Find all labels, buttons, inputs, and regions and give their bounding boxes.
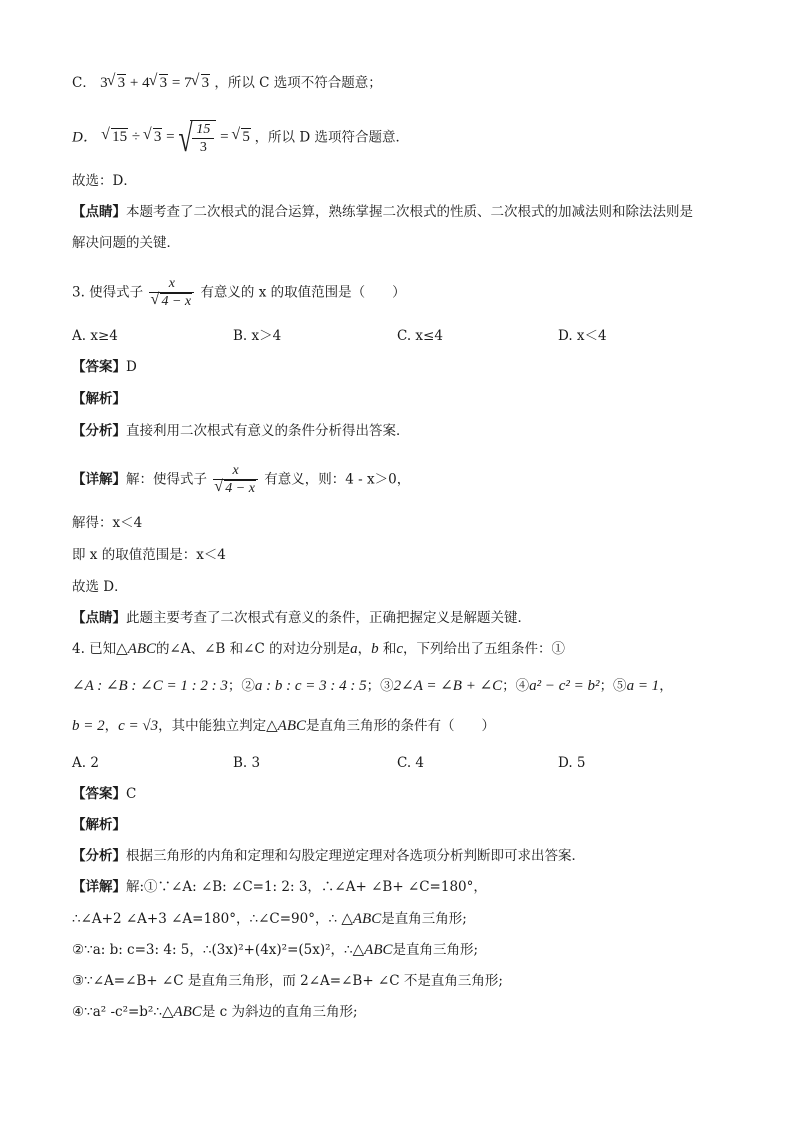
q3-fraction: x √ 4 − x [149, 276, 194, 310]
q4-detail-4: ③∵∠A=∠B+ ∠C 是直角三角形，而 2∠A=∠B+ ∠C 不是直角三角形; [72, 973, 503, 989]
review-1-cont: 解决问题的关键． [72, 235, 180, 251]
q3-fenxi: 【分析】直接利用二次根式有意义的条件分析得出答案． [72, 423, 410, 439]
q3-stem-post: 有意义的 x 的取值范围是（ ） [200, 284, 406, 301]
q4-detail-3: ②∵a: b: c=3: 4: 5，∴(3x)²+(4x)²=(5x)²，∴△ABC是直角三角形; [72, 942, 479, 958]
q3-option-b: B. x＞4 [233, 328, 282, 344]
option-c-text: ，所以 C 选项不符合题意； [214, 75, 382, 91]
q4-option-c: C. 4 [397, 755, 425, 771]
q3-solve-2: 即 x 的取值范围是：x＜4 [72, 547, 226, 563]
q3-answer: 【答案】D [72, 359, 137, 375]
q3-detail: 【详解】解：使得式子 x √ 4 − x 有意义，则：4 - x＞0， [72, 463, 410, 497]
q4-analysis-tag: 【解析】 [72, 817, 126, 833]
q4-stem-line-2: ∠A : ∠B : ∠C = 1 : 2 : 3；②a : b : c = 3 : 4 : 5；③2∠A = ∠B + ∠C；④a² − c² = b²；⑤a = 1， [72, 678, 673, 694]
q4-stem-line-1: 4. 已知△ABC的∠A、∠B 和∠C 的对边分别是a，b 和c，下列给出了五组条件：① [72, 641, 566, 657]
q3-detail-fraction: x √ 4 − x [213, 463, 258, 497]
review-1 [72, 202, 693, 222]
option-c-expression: 3√ 3 + 4√ 3 = 7√ 3 [100, 75, 210, 91]
option-d-line [72, 120, 409, 156]
q3-option-a: A. x≥4 [72, 328, 118, 344]
option-d-text: ，所以 D 选项符合题意． [254, 129, 409, 146]
q3-review: 【点睛】此题主要考查了二次根式有意义的条件，正确把握定义是解题关键． [72, 610, 531, 626]
q3-stem [72, 276, 406, 310]
q3-analysis-tag: 【解析】 [72, 391, 126, 407]
q4-option-a: A. 2 [72, 755, 99, 771]
q3-option-c: C. x≤4 [397, 328, 443, 344]
q3-stem-pre: 3. 使得式子 [72, 284, 144, 301]
q3-solve-1: 解得：x＜4 [72, 515, 143, 531]
triangle-abc: △ABC [116, 641, 157, 657]
q4-stem-line-3: b = 2，c = √3，其中能独立判定△ABC是直角三角形的条件有（ ） [72, 718, 496, 734]
q4-detail-1: 【详解】解:①∵∠A: ∠B: ∠C=1: 2: 3，∴∠A+ ∠B+ ∠C=180°， [72, 879, 487, 895]
q4-fenxi: 【分析】根据三角形的内角和定理和勾股定理逆定理对各选项分析判断即可求出答案． [72, 848, 585, 864]
option-d-expression: √ 15 ÷ √ 3 = √ $\frac{15}{3}$ = √ 5 [102, 129, 254, 145]
q4-option-d: D. 5 [558, 755, 586, 771]
review-1-text: 本题考查了二次根式的混合运算，熟练掌握二次根式的性质、二次根式的加减法则和除法法则是 [126, 204, 693, 220]
q4-detail-5: ④∵a² -c²=b²∴△ABC是 c 为斜边的直角三角形; [72, 1004, 358, 1020]
choose-d-text: 故选：D． [72, 173, 137, 189]
q3-option-d: D. x＜4 [558, 328, 607, 344]
review-1-tag: 【点睛】 [72, 204, 126, 220]
q4-detail-2: ∴∠A+2 ∠A+3 ∠A=180°，∴∠C=90°，∴ △ABC是直角三角形; [72, 911, 467, 927]
q4-answer: 【答案】C [72, 786, 137, 802]
option-d-prefix: D． [72, 129, 98, 146]
q3-choose: 故选 D． [72, 579, 128, 595]
q4-option-b: B. 3 [233, 755, 261, 771]
option-c-prefix: C． [72, 75, 96, 91]
option-c-line [72, 73, 382, 93]
